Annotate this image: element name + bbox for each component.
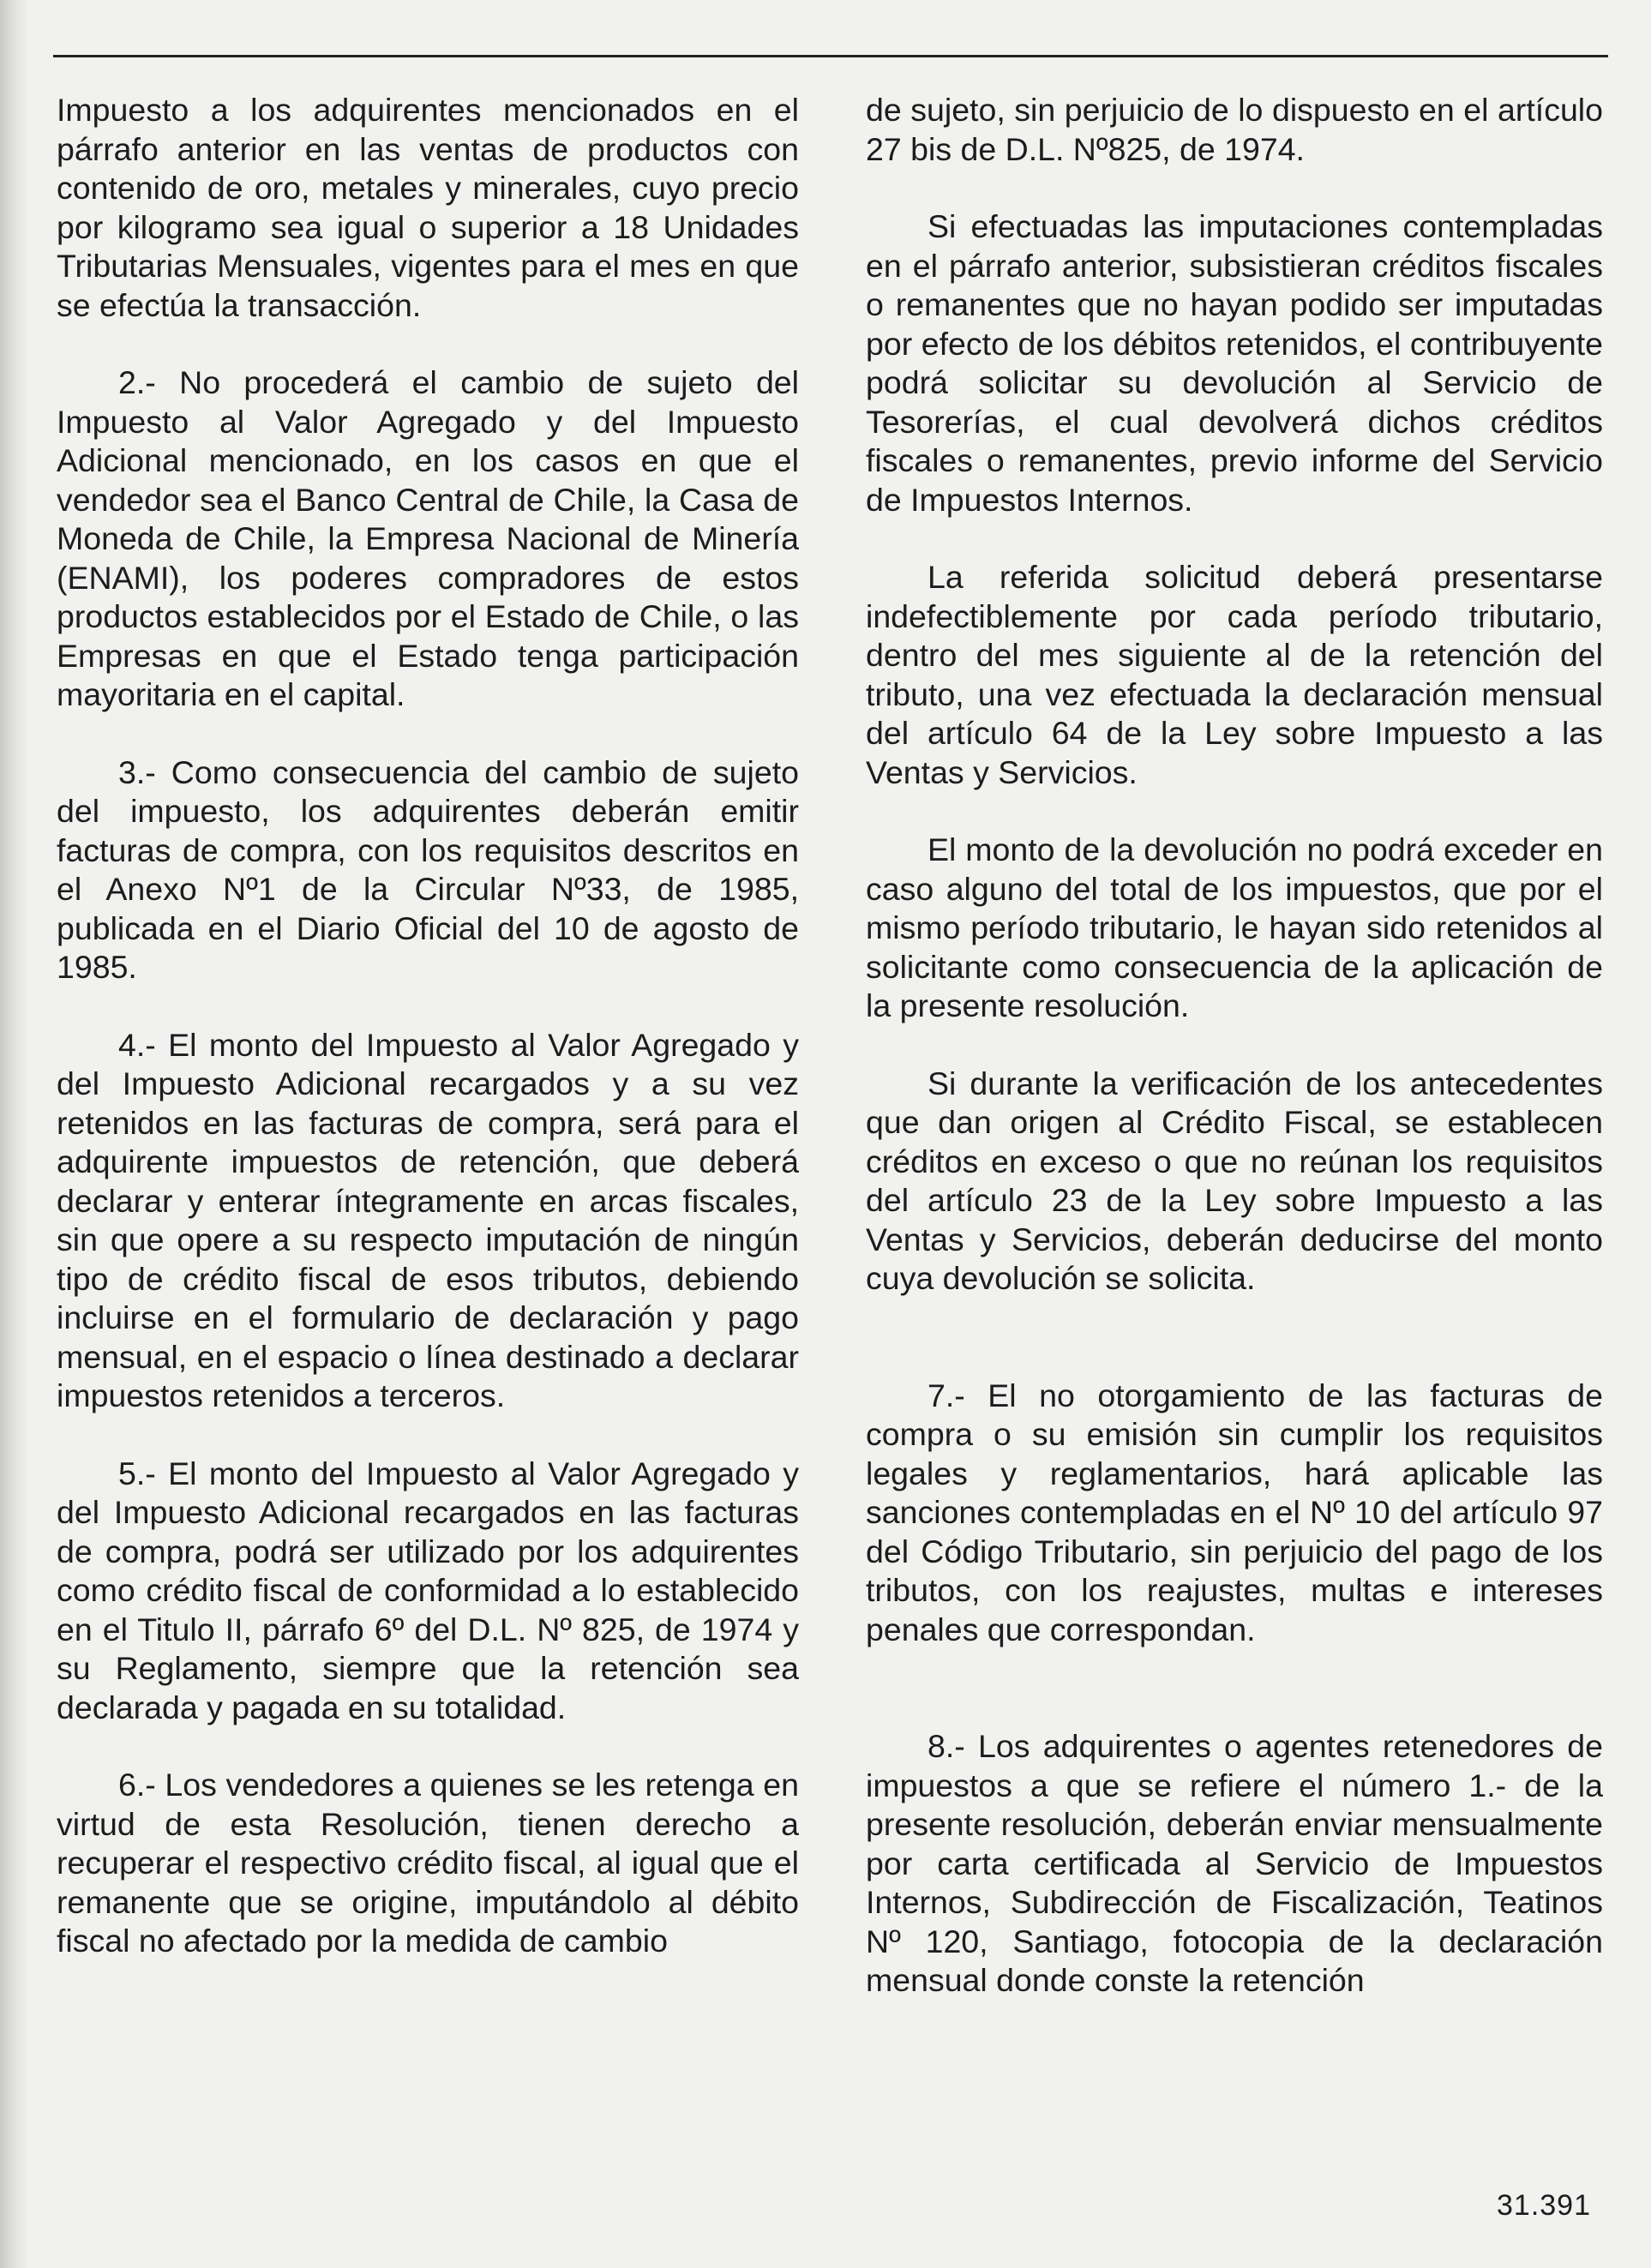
paragraph-4: 4.- El monto del Impuesto al Valor Agregado y del Impuesto Adicional recargados y a su vez retenidos en las facturas de compra, será para el adquirente impuestos de retención, que deberá declarar y enterar íntegramente en arcas fiscales, sin que opere a su respecto imputación de ningún tipo de crédito fiscal de esos tributos, debiendo incluirse en el formulario de declaración y pago mensual, en el espacio o línea destinado a declarar impuestos retenidos a terceros. bbox=[57, 1026, 799, 1413]
paragraph-6-continuation: de sujeto, sin perjuicio de lo dispuesto en el artículo 27 bis de D.L. Nº825, de 1974. bbox=[866, 92, 1603, 167]
paragraph-5: 5.- El monto del Impuesto al Valor Agregado y del Impuesto Adicional recargados en las facturas de compra, podrá ser utilizado por los adquirentes como crédito fiscal de conformidad a lo establecido en el Titulo II, párrafo 6º del D.L. Nº 825, de 1974 y su Reglamento, siempre que la retención sea declarada y pagada en su totalidad. bbox=[57, 1455, 799, 1725]
paragraph-8: 8.- Los adquirentes o agentes retenedores de impuestos a que se refiere el número 1.- de la presente resolución, deberán enviar mensualmente por carta certificada al Servicio de Impuestos Internos, Subdirección de Fiscalización, Teatinos Nº 120, Santiago, fotocopia de la declaración mensual donde conste la retención bbox=[866, 1728, 1603, 1998]
paragraph-6-monto: El monto de la devolución no podrá exceder en caso alguno del total de los impuestos, que por el mismo período tributario, le hayan sido retenidos al solicitante como consecuencia de la aplicación de la presente resolución. bbox=[866, 831, 1603, 1023]
paragraph-1-continuation: Impuesto a los adquirentes mencionados en el párrafo anterior en las ventas de productos con contenido de oro, metales y minerales, cuyo precio por kilogramo sea igual o superior a 18 Unidades Tributarias Mensuales, vigentes para el mes en que se efectúa la transacción. bbox=[57, 92, 799, 323]
page-edge-shadow bbox=[0, 0, 29, 2268]
paragraph-2: 2.- No procederá el cambio de sujeto del Impuesto al Valor Agregado y del Impuesto Adicional mencionado, en los casos en que el vendedor sea el Banco Central de Chile, la Casa de Moneda de Chile, la Empresa Nacional de Minería (ENAMI), los poderes compradores de estos productos establecidos por el Estado de Chile, o las Empresas en que el Estado tenga participación mayoritaria en el capital. bbox=[57, 364, 799, 712]
paragraph-6-verificacion: Si durante la verificación de los antecedentes que dan origen al Crédito Fiscal, se establecen créditos en exceso o que no reúnan los requisitos del artículo 23 de la Ley sobre Impuesto a las Ventas y Servicios, deberán deducirse del monto cuya devolución se solicita. bbox=[866, 1065, 1603, 1296]
header-rule bbox=[53, 55, 1608, 57]
paragraph-3: 3.- Como consecuencia del cambio de sujeto del impuesto, los adquirentes deberán emitir facturas de compra, con los requisitos descritos en el Anexo Nº1 de la Circular Nº33, de 1985, publicada en el Diario Oficial del 10 de agosto de 1985. bbox=[57, 753, 799, 985]
paragraph-6-imputaciones: Si efectuadas las imputaciones contempladas en el párrafo anterior, subsistieran créditos fiscales o remanentes que no hayan podido ser imputadas por efecto de los débitos retenidos, el contribuyente podrá solicitar su devolución al Servicio de Tesorerías, el cual devolverá dichos créditos fiscales o remanentes, previo informe del Servicio de Impuestos Internos. bbox=[866, 208, 1603, 518]
paragraph-6-solicitud: La referida solicitud deberá presentarse indefectiblemente por cada período tributario, dentro del mes siguiente al de la retención del tributo, una vez efectuada la declaración mensual del artículo 64 de la Ley sobre Impuesto a las Ventas y Servicios. bbox=[866, 559, 1603, 790]
right-column bbox=[866, 91, 1603, 2001]
paragraph-6: 6.- Los vendedores a quienes se les retenga en virtud de esta Resolución, tienen derecho a recuperar el respectivo crédito fiscal, al igual que el remanente que se origine, imputándolo al débito fiscal no afectado por la medida de cambio bbox=[57, 1767, 799, 1959]
left-column bbox=[57, 91, 799, 1961]
page-number: 31.391 bbox=[1497, 2189, 1591, 2222]
paragraph-7: 7.- El no otorgamiento de las facturas de compra o su emisión sin cumplir los requisitos legales y reglamentarios, hará aplicable las sanciones contempladas en el Nº 10 del artículo 97 del Código Tributario, sin perjuicio del pago de los tributos, con los reajustes, multas e intereses penales que correspondan. bbox=[866, 1377, 1603, 1647]
